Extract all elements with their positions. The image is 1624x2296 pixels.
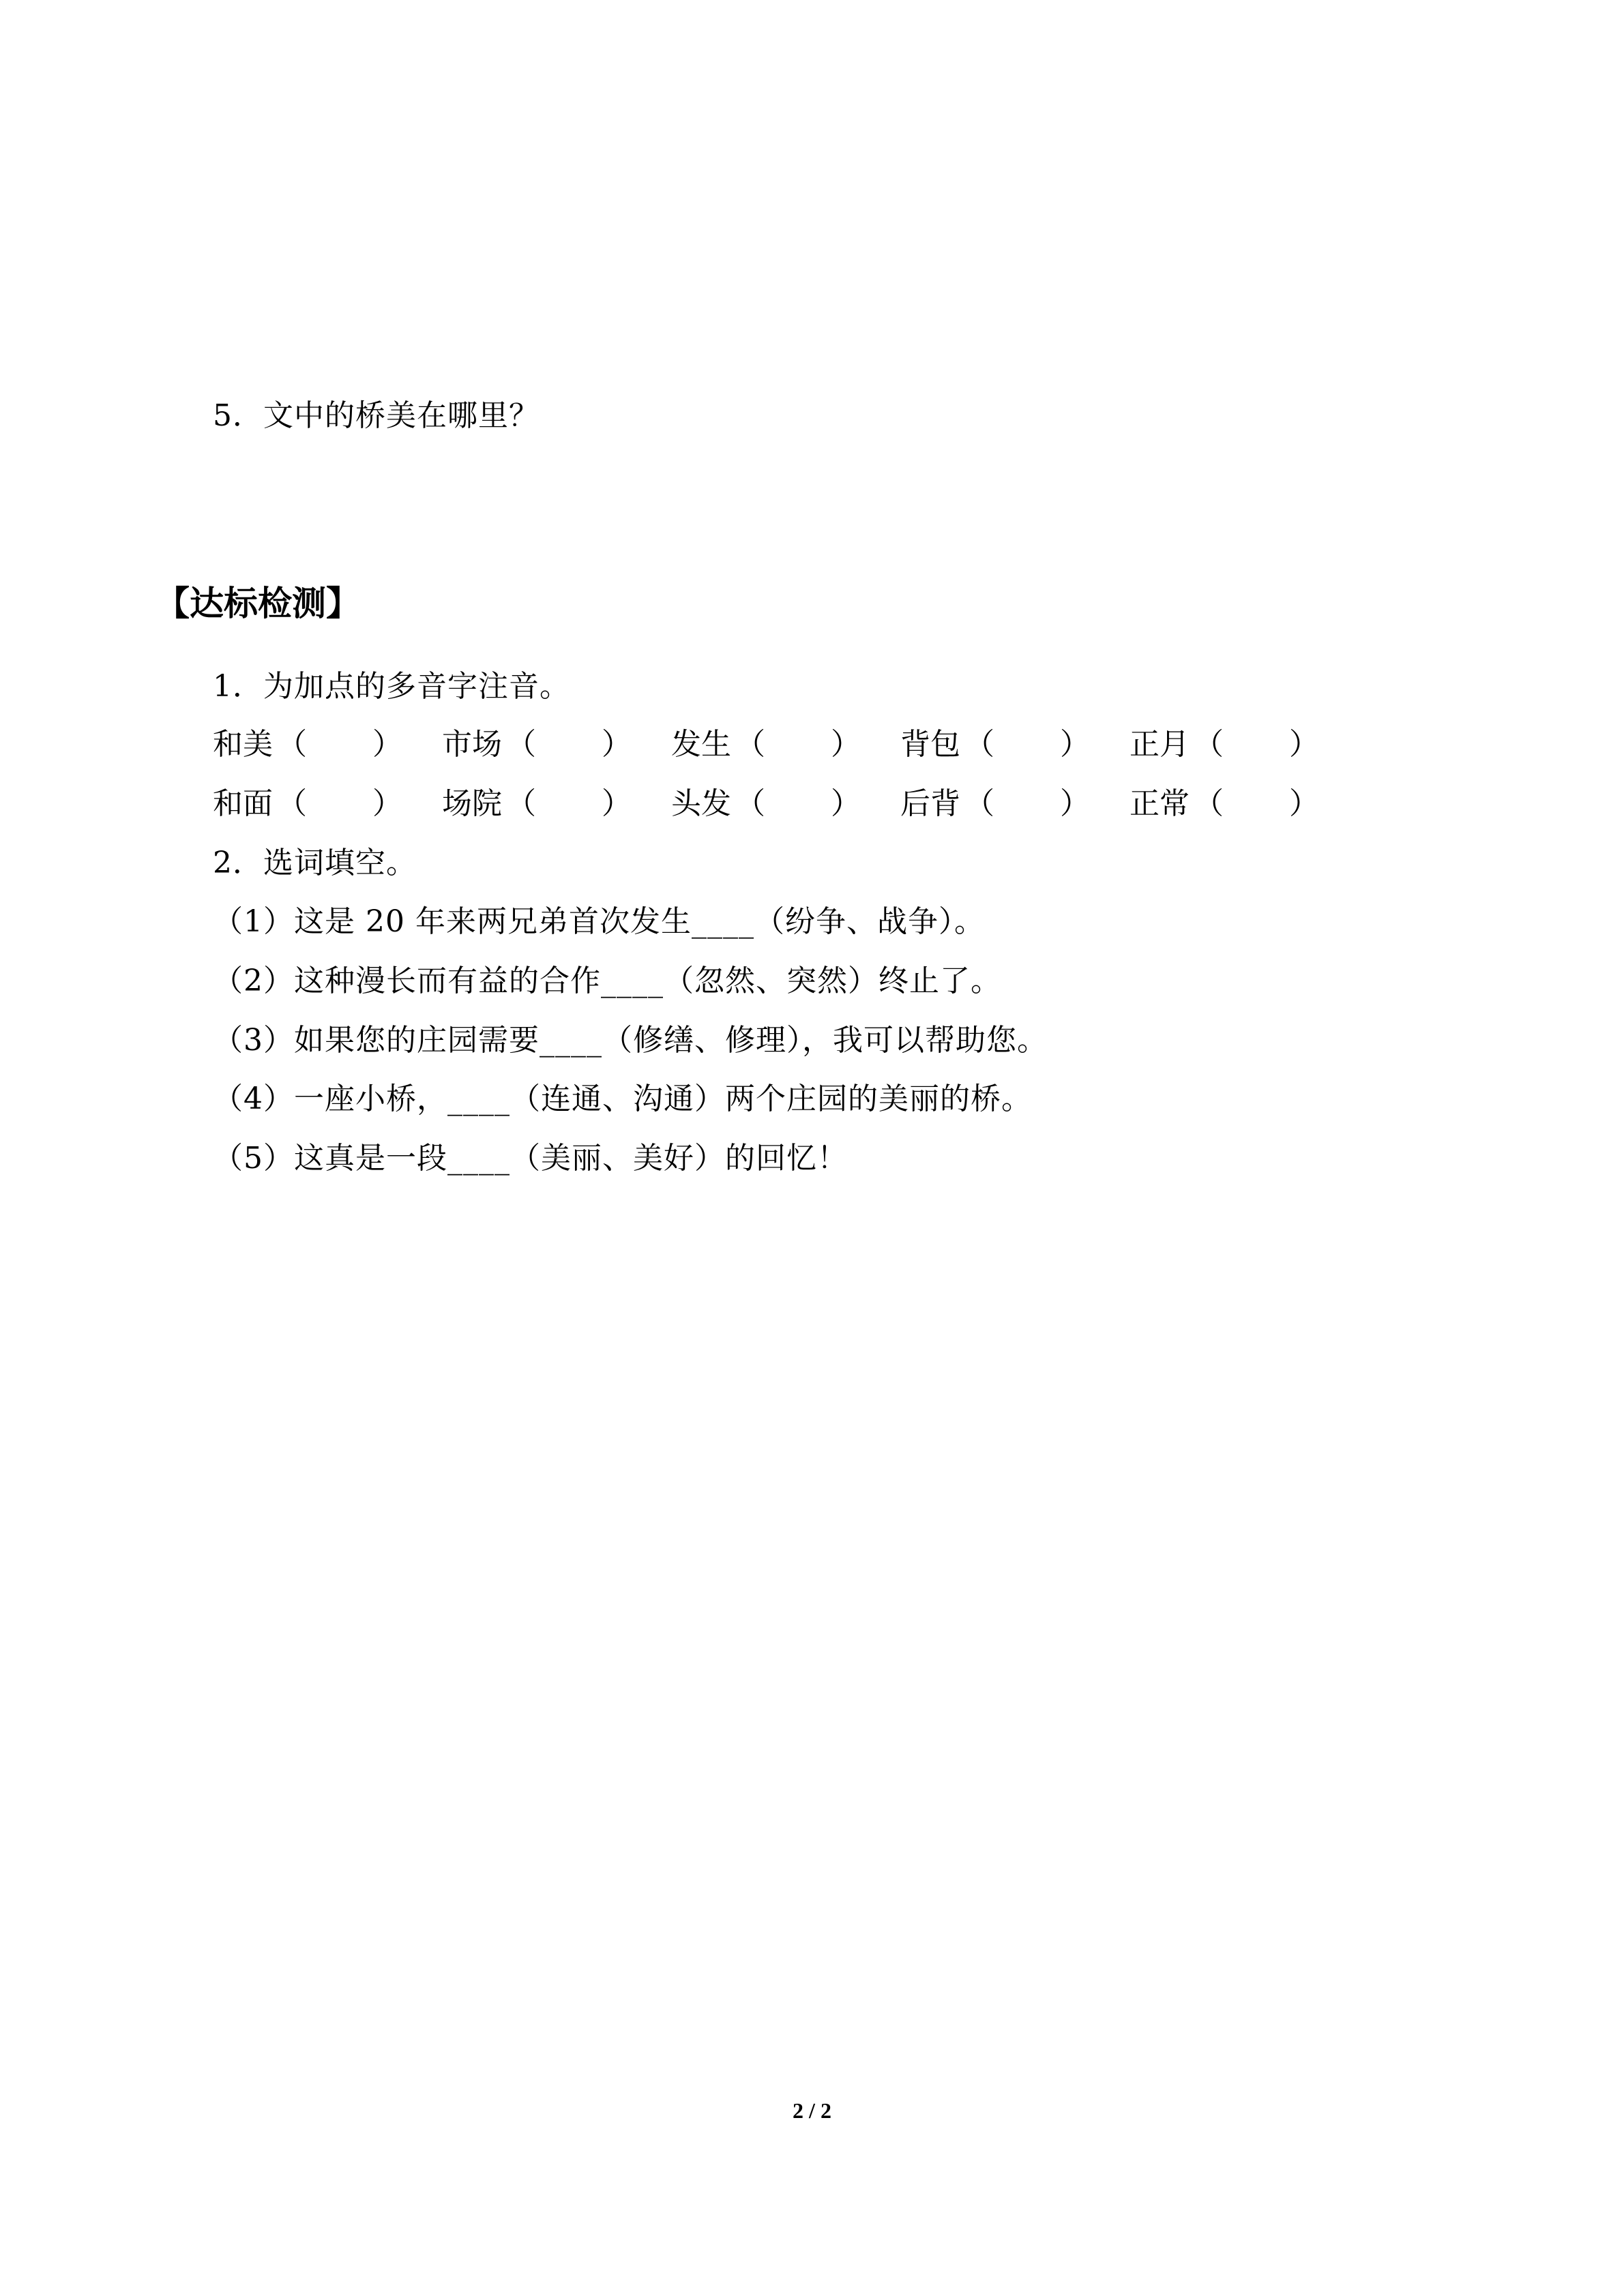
pinyin-word: 市场 [442, 727, 502, 762]
pinyin-item [213, 724, 402, 765]
answer-paren-open: （ [1194, 786, 1224, 821]
fill-blank-item: （5）这真是一段____（美丽、美好）的回忆！ [213, 1141, 848, 1176]
pinyin-item [442, 724, 632, 765]
pinyin-item [900, 724, 1090, 765]
answer-paren-open: （ [964, 786, 994, 821]
answer-paren-close: ） [372, 786, 402, 821]
answer-paren-close: ） [1289, 727, 1319, 762]
answer-paren-close: ） [1060, 786, 1090, 821]
answer-paren-open: （ [964, 727, 994, 762]
pinyin-word: 发生 [671, 727, 731, 762]
answer-paren-close: ） [831, 786, 861, 821]
exercise-2-heading: 2．选词填空。 [213, 846, 417, 880]
pinyin-item [442, 784, 632, 824]
pinyin-item [671, 784, 861, 824]
answer-paren-close: ） [1060, 727, 1090, 762]
fill-blank-item: （4）一座小桥，____（连通、沟通）两个庄园的美丽的桥。 [213, 1082, 1032, 1116]
pinyin-word: 后背 [900, 786, 960, 821]
fill-blank-item: （2）这种漫长而有益的合作____（忽然、突然）终止了。 [213, 964, 1001, 998]
section-title: 【达标检测】 [156, 584, 360, 623]
pinyin-word: 场院 [442, 786, 502, 821]
answer-paren-open: （ [735, 786, 765, 821]
answer-paren-close: ） [372, 727, 402, 762]
pinyin-word: 正常 [1130, 786, 1190, 821]
pinyin-word: 背包 [900, 727, 960, 762]
pinyin-item [900, 784, 1090, 824]
pinyin-word: 和美 [213, 727, 273, 762]
pinyin-item [1130, 784, 1319, 824]
pinyin-word: 正月 [1130, 727, 1190, 762]
exercise-1-heading: 1．为加点的多音字注音。 [213, 669, 570, 704]
pinyin-word: 头发 [671, 786, 731, 821]
fill-blank-item: （3）如果您的庄园需要____（修缮、修理），我可以帮助您。 [213, 1023, 1048, 1058]
answer-paren-open: （ [1194, 727, 1224, 762]
reading-question-5: 5．文中的桥美在哪里？ [213, 398, 540, 433]
answer-paren-close: ） [831, 727, 861, 762]
answer-paren-open: （ [506, 786, 536, 821]
answer-paren-open: （ [277, 786, 307, 821]
fill-blank-item: （1）这是 20 年来两兄弟首次发生____（纷争、战争）。 [213, 904, 985, 939]
answer-paren-close: ） [602, 727, 632, 762]
pinyin-item [671, 724, 861, 765]
pinyin-item [1130, 724, 1319, 765]
answer-paren-open: （ [277, 727, 307, 762]
answer-paren-close: ） [602, 786, 632, 821]
pinyin-item [213, 784, 402, 824]
pinyin-word: 和面 [213, 786, 273, 821]
answer-paren-open: （ [735, 727, 765, 762]
answer-paren-open: （ [506, 727, 536, 762]
answer-paren-close: ） [1289, 786, 1319, 821]
page-number: 2 / 2 [793, 2098, 831, 2123]
